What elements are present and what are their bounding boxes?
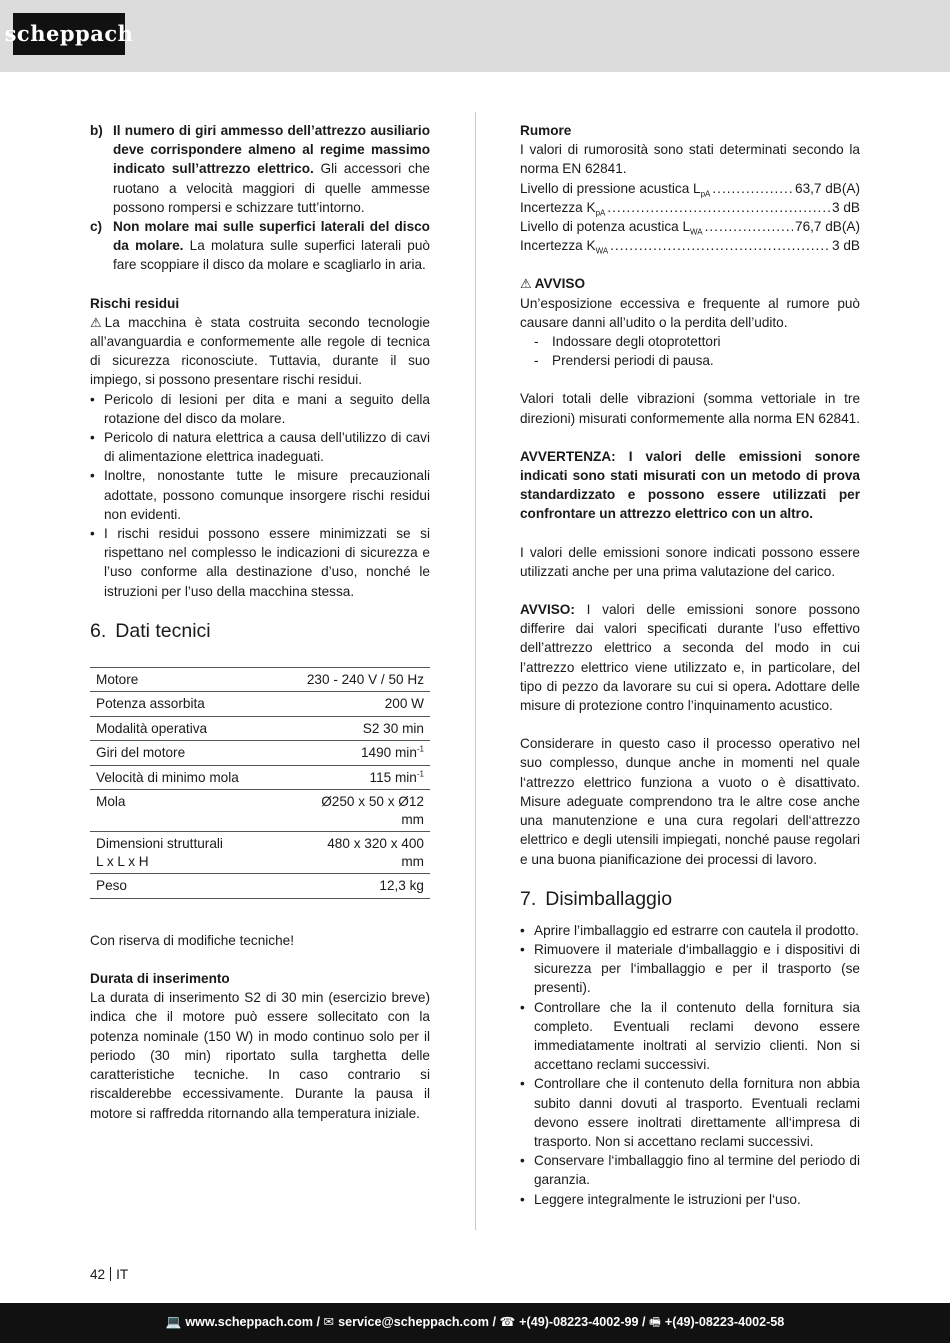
tech-value: 480 x 320 x 400 mm [275,832,430,874]
item-bold-text: Il numero di giri ammesso dell’attrezzo ausiliario deve corrispondere almeno al regime massimo indicato sull’attrezzo elettrico. [113,123,430,177]
tech-label: Mola [90,790,275,832]
residual-risks-heading: Rischi residui [90,295,180,311]
noise-heading: Rumore [520,123,572,138]
item-bold-text: Non molare mai sulle superfici laterali del disco da molare. [113,219,430,254]
table-row [90,716,430,741]
footer-contact-bar [0,1303,950,1343]
duty-cycle-heading: Durata di inserimento [90,971,230,987]
safety-item-c [90,217,430,275]
tech-label: Motore [90,667,275,692]
computer-icon: 💻 [165,1315,182,1330]
noise-row: Incertezza $K_{pA}$ ..... 3 dB [520,198,860,217]
safety-item-b [90,121,430,217]
tech-label: Potenza assorbita [90,692,275,717]
right-column [520,121,860,1209]
avviso-heading: ⚠ AVVISO [520,274,860,293]
noise-row: Livello di pressione acustica $L_{pA}$ ..... 63,7 dB(A) [520,179,860,198]
tech-label: Dimensioni strutturali L x L x H [90,832,275,874]
tech-value: 1490 $\min^{-1}$ [275,741,430,766]
item-text: Gli accessori che ruotano a velocità maggiori di quelle ammesse possono rompersi e schizzare tutt’intorno. [113,161,430,215]
header-band [0,0,950,72]
noise-row: Livello di potenza acustica $L_{WA}$ ..... 76,7 dB(A) [520,217,860,236]
column-divider [475,112,476,1230]
vibration-text: Valori totali delle vibrazioni (somma vettoriale in tre direzioni) misurati conformemente alla norma EN 62841. [520,391,860,426]
table-row [90,667,430,692]
consider-text: Considerare in questo caso il processo operativo nel suo complesso, dunque anche in momenti nel quale l‘attrezzo elettrico funziona a vuoto o è disattivato. Misure adeguate comprendono tra le altre cose anche una manutenzione e una cura regolari dell‘attrezzo elettrico e degli utensili impiegati, nonché pause regolari e una buona pianificazione dei processi di lavoro. [520,736,860,867]
noise-intro: I valori di rumorosità sono stati determinati secondo la norma EN 62841. [520,142,860,177]
tech-data-table [90,667,430,899]
tech-value: 12,3 kg [275,874,430,899]
unpacking-list [520,921,860,1209]
avviso-dash-list [520,332,860,370]
list-item: • Controllare che il contenuto della fornitura non abbia subito danni dovuti al trasporto. Eventuali reclami devono essere inoltrati direttamente all‘impresa di trasporto. Non si accettano reclami successivi. [520,1074,860,1151]
table-row [90,692,430,717]
list-item: • Inoltre, nonostante tutte le misure precauzionali adottate, possono comunque insorgere rischi residui non evidenti. [90,466,430,524]
item-letter: c) [90,219,103,235]
residual-risks-intro: ⚠ La macchina è stata costruita secondo tecnologie all’avanguardia e conformemente alle regole di tecnica di sicurezza riconosciute. Tuttavia, durante il suo impiego, si possono presentare rischi residui. [90,314,430,388]
list-item: • Pericolo di lesioni per dita e mani a seguito della rotazione del disco da molare. [90,390,430,428]
tech-value: 230 - 240 V / 50 Hz [275,667,430,692]
noise-row: Incertezza $K_{WA}$ ..... 3 dB [520,236,860,255]
table-row [90,765,430,790]
footer-mail[interactable]: service@scheppach.com / [338,1315,496,1330]
item-text: La molatura sulle superfici laterali può fare scoppiare il disco da molare e scagliarlo in aria. [113,238,430,273]
section-6-title: 6. Dati tecnici [90,619,211,642]
tech-label: Giri del motore [90,741,275,766]
list-item: • Aprire l’imballaggio ed estrarre con cautela il prodotto. [520,921,860,940]
table-row [90,832,430,874]
list-item: - Indossare degli otoprotettori [534,332,860,351]
tech-label: Peso [90,874,275,899]
table-row [90,741,430,766]
list-item: • I rischi residui possono essere minimizzati se si rispettano nel complesso le indicazioni di sicurezza e l’uso conforme alla destinazione d’uso, nonché le istruzioni per l’uso della macchina stessa. [90,524,430,601]
list-item: • Leggere integralmente le istruzioni per l‘uso. [520,1190,860,1209]
tech-value: 115 $\min^{-1}$ [275,765,430,790]
list-item: • Conservare l‘imballaggio fino al termine del periodo di garanzia. [520,1151,860,1189]
section-7-title: 7. Disimballaggio [520,887,673,910]
warning-triangle-icon: ⚠ [90,314,102,330]
list-item: • Rimuovere il materiale d‘imballaggio e i dispositivi di sicurezza per l‘imballaggio e per il trasporto (se presenti). [520,940,860,998]
footer-fax: +(49)-08223-4002-58 [664,1315,785,1330]
list-item: - Prendersi periodi di pausa. [534,351,860,370]
table-row [90,790,430,832]
fax-icon: 🖷 [649,1315,661,1330]
tech-value: 200 W [275,692,430,717]
scheppach-logo: scheppach [13,13,125,55]
item-letter: b) [90,123,103,138]
list-item: • Controllare che la il contenuto della fornitura sia completo. Eventuali reclami devono essere immediatamente inoltrati al servizio clienti. Non si accettano reclami successivi. [520,998,860,1075]
tech-value: Ø250 x 50 x Ø12 mm [275,790,430,832]
avviso-emission-text: AVVISO: I valori delle emissioni sonore possono differire dai valori specificati durante l’uso effettivo dell’attrezzo elettrico a seconda del modo in cui l’attrezzo elettrico viene utilizzato e, in particolare, del tipo di pezzo da lavorare su cui si opera. Adottare delle misure di protezione contro l’inquinamento acustico. [520,602,860,714]
tech-value: S2 30 min [275,716,430,741]
table-row [90,874,430,899]
left-column [90,121,430,1123]
mail-icon: ✉ [323,1315,335,1330]
footer-web[interactable]: www.scheppach.com / [185,1315,320,1330]
emission-text: I valori delle emissioni sonore indicati possono essere utilizzati anche per una prima valutazione del carico. [520,544,860,579]
residual-risks-list [90,390,430,601]
warning-triangle-icon: ⚠ [520,276,532,292]
technical-changes-note: Con riserva di modifiche tecniche! [90,932,294,948]
tech-label: Velocità di minimo mola [90,765,275,790]
phone-icon: ☎ [499,1315,516,1330]
avvertenza-text: AVVERTENZA: I valori delle emissioni sonore indicati sono stati misurati con un metodo di prova standardizzato e possono essere utilizzati per confrontare un attrezzo elettrico con un altro. [520,448,860,522]
page-number: 42 IT [90,1267,129,1282]
list-item: • Pericolo di natura elettrica a causa dell’utilizzo di cavi di alimentazione elettrica inadeguati. [90,428,430,466]
tech-label: Modalità operativa [90,716,275,741]
avviso-text: Un’esposizione eccessiva e frequente al rumore può causare danni all’udito o la perdita dell’udito. [520,295,860,330]
footer-phone: +(49)-08223-4002-99 / [519,1315,646,1330]
duty-cycle-text: La durata di inserimento S2 di 30 min (esercizio breve) indica che il motore può essere sollecitato con la potenza nominale (150 W) in modo continuo solo per il periodo (30 min) riportato sulla targhetta delle caratteristiche tecniche. In caso contrario si riscalderebbe eccessivamente. Durante la pausa il motore si raffredda ritornando alla temperatura iniziale. [90,990,430,1121]
